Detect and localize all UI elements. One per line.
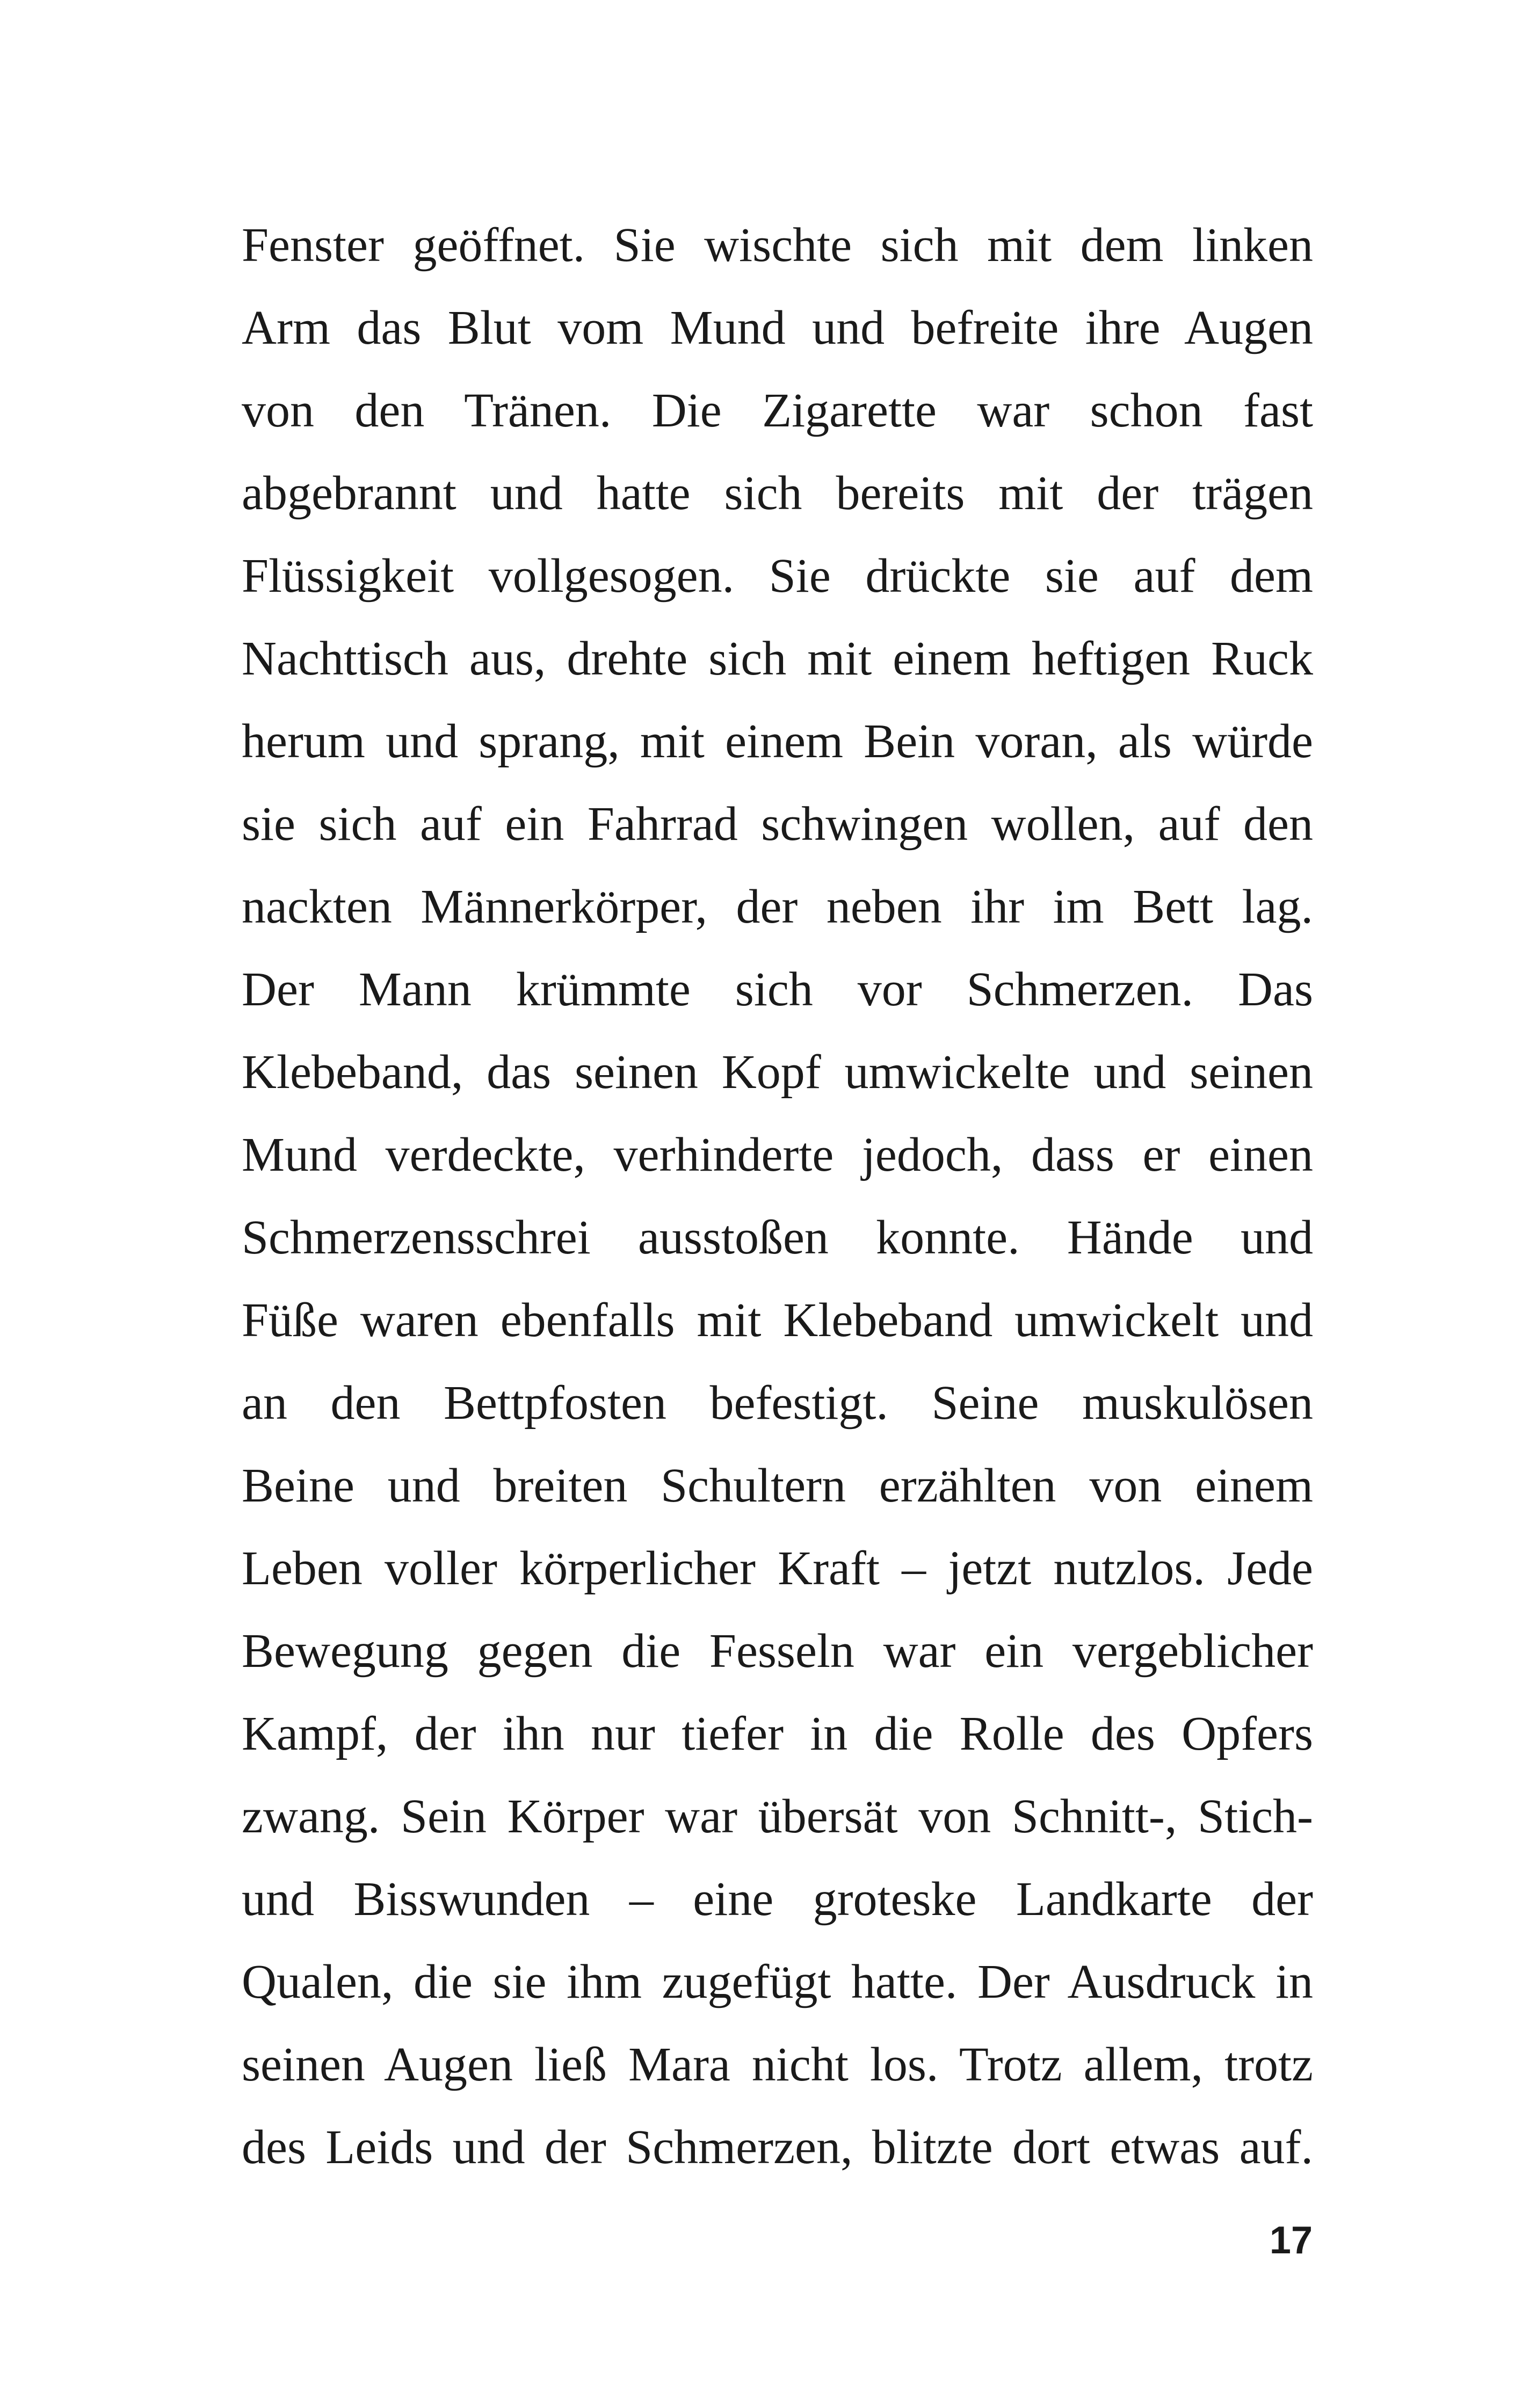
- text-line: nackten Männerkörper, der neben ihr im Bett lag.: [242, 880, 1313, 933]
- text-line: Flüssigkeit vollgesogen. Sie drückte sie auf dem: [242, 549, 1313, 603]
- text-line: herum und sprang, mit einem Bein voran, als würde: [242, 715, 1313, 768]
- text-line: Arm das Blut vom Mund und befreite ihre Augen: [242, 301, 1313, 354]
- text-line: Leben voller körperlicher Kraft – jetzt nutzlos. Jede: [242, 1542, 1313, 1595]
- text-line: abgebrannt und hatte sich bereits mit der trägen: [242, 467, 1313, 520]
- text-line: sie sich auf ein Fahrrad schwingen wollen, auf den: [242, 797, 1313, 851]
- text-line: von den Tränen. Die Zigarette war schon fast: [242, 384, 1313, 437]
- text-line: Schmerzensschrei ausstoßen konnte. Hände und: [242, 1211, 1313, 1264]
- text-line: zwang. Sein Körper war übersät von Schnitt-, Stich-: [242, 1790, 1313, 1843]
- text-line: Nachttisch aus, drehte sich mit einem heftigen Ruck: [242, 632, 1313, 685]
- text-line: Füße waren ebenfalls mit Klebeband umwickelt und: [242, 1294, 1313, 1347]
- text-line: Bewegung gegen die Fesseln war ein vergeblicher: [242, 1624, 1313, 1678]
- text-line: Fenster geöffnet. Sie wischte sich mit dem linken: [242, 219, 1313, 272]
- text-line: Klebeband, das seinen Kopf umwickelte und seinen: [242, 1046, 1313, 1099]
- text-line: Qualen, die sie ihm zugefügt hatte. Der Ausdruck in: [242, 1955, 1313, 2008]
- text-line: seinen Augen ließ Mara nicht los. Trotz allem, trotz: [242, 2038, 1313, 2091]
- text-line: Mund verdeckte, verhinderte jedoch, dass er einen: [242, 1128, 1313, 1181]
- text-line: an den Bettpfosten befestigt. Seine muskulösen: [242, 1376, 1313, 1430]
- body-text: [242, 204, 1313, 2189]
- text-line: Der Mann krümmte sich vor Schmerzen. Das: [242, 963, 1313, 1016]
- text-line: und Bisswunden – eine groteske Landkarte der: [242, 1873, 1313, 1926]
- text-line: Beine und breiten Schultern erzählten von einem: [242, 1459, 1313, 1512]
- text-line: Kampf, der ihn nur tiefer in die Rolle des Opfers: [242, 1707, 1313, 1760]
- text-line: des Leids und der Schmerzen, blitzte dort etwas auf.: [242, 2121, 1313, 2174]
- page-number: 17: [1269, 2219, 1313, 2262]
